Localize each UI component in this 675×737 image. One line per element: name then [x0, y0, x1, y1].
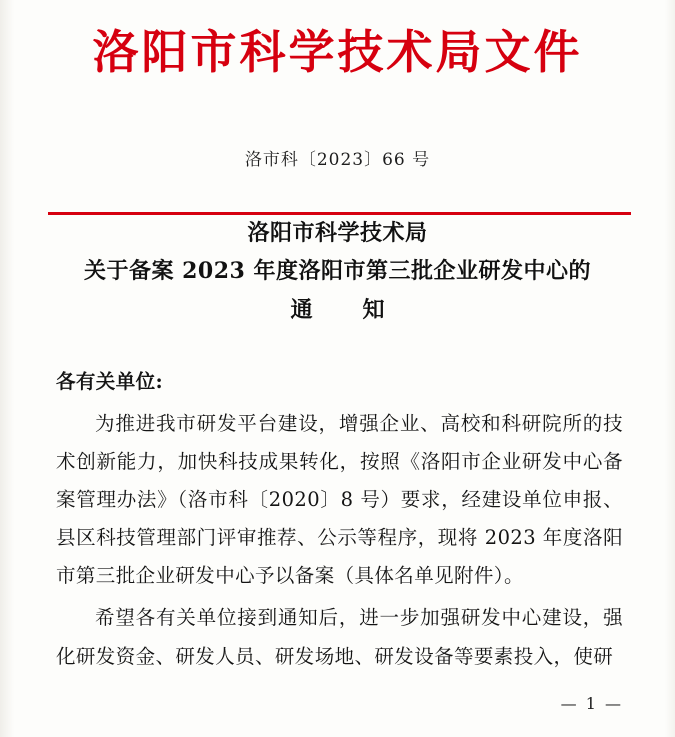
title-line-notice: 通 知	[290, 296, 399, 323]
document-number: 洛市科〔2023〕66 号	[244, 149, 431, 170]
document-header	[0, 0, 675, 170]
body-paragraph-2: 希望各有关单位接到通知后，进一步加强研发中心建设，强化研发资金、研发人员、研发场地、研发设备等要素投入，使研	[56, 606, 623, 668]
body-paragraph-1: 为推进我市研发平台建设，增强企业、高校和科研院所的技术创新能力，加快科技成果转化，按照《洛阳市企业研发中心备案管理办法》（洛市科〔2020〕8 号）要求，经建设单位申报、县区科技管理部门评审推荐、公示等程序，现将 2023 年度洛阳市第三批企业研发中心予以备案（具体名单见附件）。	[56, 412, 623, 588]
masthead-title: 洛阳市科学技术局文件	[92, 25, 583, 79]
title-line-subject: 关于备案 2023 年度洛阳市第三批企业研发中心的	[83, 258, 592, 285]
scan-edge-left	[0, 0, 14, 737]
scan-edge-right	[665, 0, 675, 737]
document-body	[56, 363, 623, 675]
red-divider-rule	[48, 212, 631, 215]
salutation: 各有关单位:	[56, 370, 164, 394]
title-line-issuer: 洛阳市科学技术局	[247, 219, 428, 246]
document-title-block	[0, 214, 675, 330]
page-number: — 1 —	[560, 694, 623, 713]
